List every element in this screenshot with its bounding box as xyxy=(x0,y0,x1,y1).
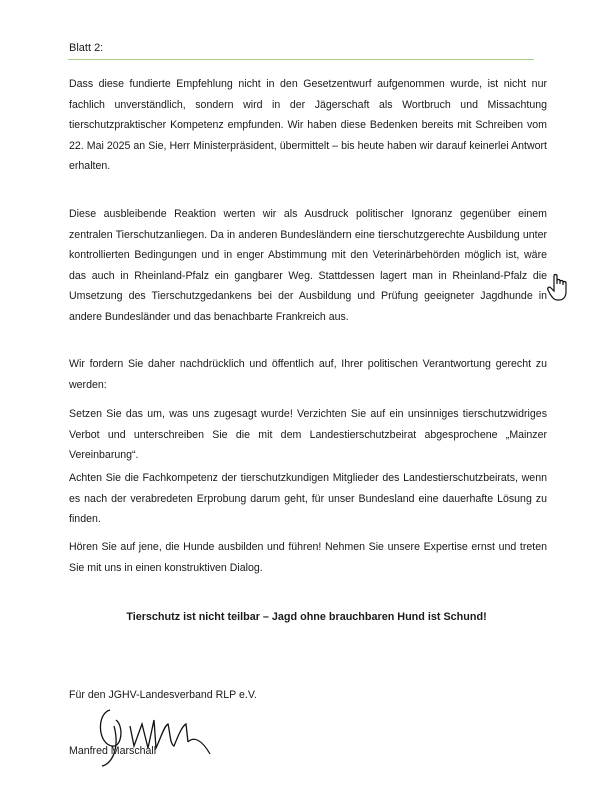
closing-line: Für den JGHV-Landesverband RLP e.V. xyxy=(69,689,257,701)
paragraph-no-response: Dass diese fundierte Empfehlung nicht in den Gesetzentwurf aufgenommen wurde, ist nicht nur fachlich unverständlich, sondern wird in der Jägerschaft als Wortbruch und Missachtung tierschutzpraktischer Kompetenz empfunden. Wir haben diese Bedenken bereits mit Schreiben vom 22. Mai 2025 an Sie, Herr Ministerpräsident, übermittelt – bis heute haben wir darauf keinerlei Antwort erhalten. xyxy=(69,78,547,172)
paragraph-demand: Wir fordern Sie daher nachdrücklich und öffentlich auf, Ihrer politischen Verantwortung gerecht zu werden: xyxy=(69,358,547,391)
paragraph-implement-agreement: Setzen Sie das um, was uns zugesagt wurde! Verzichten Sie auf ein unsinniges tierschutzwidriges Verbot und unterschreiben Sie die mit dem Landestierschutzbeirat abgesprochene „Mainzer Vereinbarung“. xyxy=(69,408,547,461)
signer-name: Manfred Marschall xyxy=(69,745,157,757)
header-rule xyxy=(68,59,534,60)
paragraph-respect-expertise: Achten Sie die Fachkompetenz der tierschutzkundigen Mitglieder des Landestierschutzbeirats, wenn es nach der verabredeten Erprobung darum geht, für unser Bundesland eine dauerhafte Lösung zu finden. xyxy=(69,472,547,525)
hand-pointer-icon xyxy=(546,272,572,302)
slogan: Tierschutz ist nicht teilbar – Jagd ohne brauchbaren Hund ist Schund! xyxy=(126,611,487,623)
paragraph-political-ignorance: Diese ausbleibende Reaktion werten wir als Ausdruck politischer Ignoranz gegenüber einem zentralen Tierschutzanliegen. Da in anderen Bundesländern eine tierschutzgerechte Ausbildung unter kontrollierten Bedingungen und in enger Abstimmung mit den Veterinärbehörden möglich ist, wäre das auch in Rheinland-Pfalz ein gangbarer Weg. Stattdessen lagert man in Rheinland-Pfalz die Umsetzung des Tierschutzgedankens bei der Ausbildung und Prüfung geeigneter Jagdhunde in andere Bundesländer und das benachbarte Frankreich aus. xyxy=(69,208,547,323)
paragraph-dialog: Hören Sie auf jene, die Hunde ausbilden und führen! Nehmen Sie unsere Expertise ernst und treten Sie mit uns in einen konstruktiven Dialog. xyxy=(69,541,547,574)
sheet-label: Blatt 2: xyxy=(69,42,104,54)
